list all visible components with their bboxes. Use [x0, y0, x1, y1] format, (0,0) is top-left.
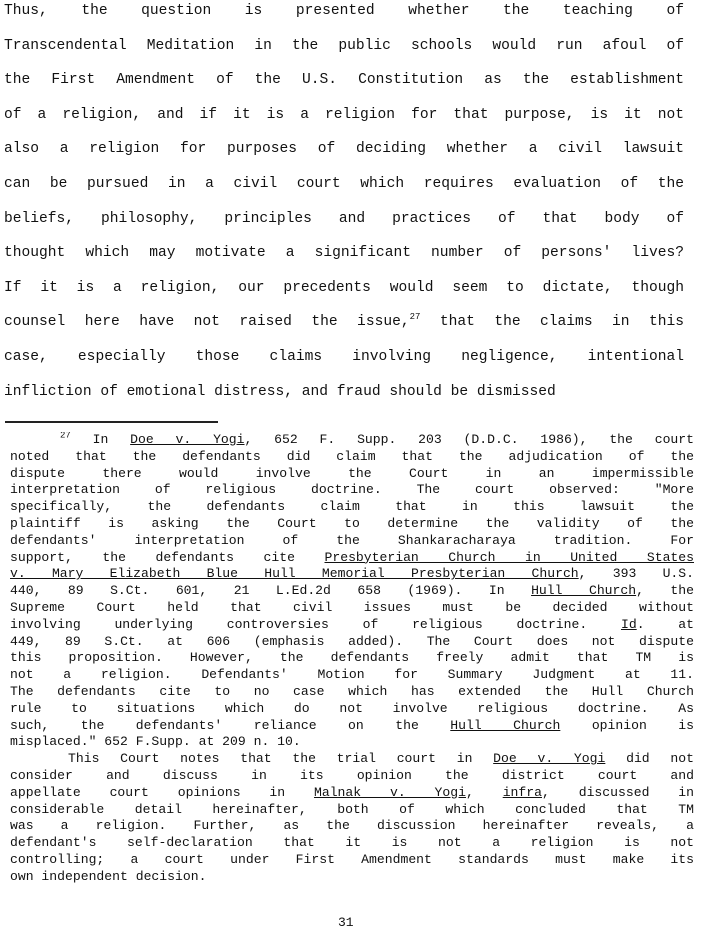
page-number: 31: [338, 915, 354, 930]
footnote-line: [10, 432, 694, 449]
case-citation: Malnak v. Yogi: [313, 784, 466, 800]
footnote-text: In: [70, 432, 131, 447]
case-citation: v. Mary Elizabeth Blue Hull Memorial Presbyterian Church: [10, 566, 579, 582]
case-citation: Hull Church: [531, 583, 637, 599]
footnote-text: support, the defendants cite: [10, 549, 325, 565]
body-line: also a religion for purposes of deciding whether a civil lawsuit: [4, 141, 684, 158]
footnote-line: [10, 566, 694, 583]
footnote-line: plaintiff is asking the Court to determine the validity of the: [10, 515, 694, 531]
footnote-line: The defendants cite to no case which has extended the Hull Church: [10, 683, 694, 699]
footnote-line: rule to situations which do not involve religious doctrine. As: [10, 700, 694, 716]
footnote-line: this proposition. However, the defendants freely admit that TM is: [10, 650, 694, 666]
body-line-text: counsel here have not raised the issue,: [4, 314, 410, 331]
body-line: Transcendental Meditation in the public schools would run afoul of: [4, 37, 684, 54]
footnote-line: [10, 550, 694, 567]
footnote-line: [10, 785, 694, 802]
footnote-line: Supreme Court held that civil issues must be decided without: [10, 599, 694, 615]
footnote-line: specifically, the defendants claim that in this lawsuit the: [10, 499, 694, 515]
footnote-line: 449, 89 S.Ct. at 606 (emphasis added). The Court does not dispute: [10, 633, 694, 649]
footnote-line: own independent decision.: [10, 868, 207, 884]
body-line: thought which may motivate a significant number of persons' lives?: [4, 245, 684, 262]
body-line: can be pursued in a civil court which requires evaluation of the: [4, 175, 684, 192]
footnote-line: defendants' interpretation of the Shankaracharaya tradition. For: [10, 532, 694, 548]
footnote-text: . at: [636, 616, 694, 632]
body-line: the First Amendment of the U.S. Constitution as the establishment: [4, 72, 684, 89]
footnote-text: such, the defendants' reliance on the: [10, 717, 451, 733]
footnote-marker: 27: [60, 432, 71, 441]
footnote-line: [10, 617, 694, 634]
footnote-text: , 652 F. Supp. 203 (D.D.C. 1986), the court: [244, 432, 694, 447]
footnote-line: [10, 751, 694, 768]
footnote-line: was a religion. Further, as the discussion hereinafter reveals, a: [10, 818, 694, 834]
footnote-line: noted that the defendants did claim that the adjudication of the: [10, 448, 694, 464]
footnote-text: 440, 89 S.Ct. 601, 21 L.Ed.2d 658 (1969). In: [10, 583, 532, 599]
footnote-text: This Court notes that the trial court in: [68, 751, 494, 767]
footnote-text: , discussed in: [542, 784, 694, 800]
body-paragraph: [4, 0, 684, 409]
footnote-divider: [5, 421, 218, 423]
footnote-text: , 393 U.S.: [578, 566, 694, 582]
body-line: [4, 305, 684, 340]
footnote-line: considerable detail hereinafter, both of which concluded that TM: [10, 801, 694, 817]
footnote-line: [10, 718, 694, 735]
footnote-text: did not: [605, 751, 694, 767]
case-citation: Doe v. Yogi: [130, 432, 245, 447]
footnote-line: interpretation of religious doctrine. The court observed: "More: [10, 482, 694, 498]
footnote-line: consider and discuss in its opinion the district court and: [10, 767, 694, 783]
footnote-text: ,: [465, 784, 503, 800]
body-line: of a religion, and if it is a religion for that purpose, is it not: [4, 106, 684, 123]
body-line-text: that the claims in this: [420, 314, 684, 331]
body-line: case, especially those claims involving negligence, intentional: [4, 348, 684, 365]
footnote-line: controlling; a court under First Amendment standards must make its: [10, 851, 694, 867]
case-citation: Hull Church: [450, 717, 561, 733]
case-citation: Id: [620, 616, 637, 632]
infra-reference: infra: [502, 784, 542, 800]
footnote-reference[interactable]: 27: [409, 312, 421, 323]
case-citation: Presbyterian Church in United States: [324, 549, 694, 565]
footnote-27: [10, 432, 694, 886]
footnote-text: involving underlying controversies of religious doctrine.: [10, 616, 621, 632]
footnote-line: defendant's self-declaration that it is not a religion is not: [10, 835, 694, 851]
footnote-line: not a religion. Defendants' Motion for Summary Judgment at 11.: [10, 667, 694, 683]
body-line: If it is a religion, our precedents would seem to dictate, though: [4, 279, 684, 296]
footnote-text: appellate court opinions in: [10, 784, 314, 800]
body-line: beliefs, philosophy, principles and practices of that body of: [4, 210, 684, 227]
footnote-text: , the: [636, 583, 694, 599]
footnote-line: [10, 583, 694, 600]
body-line: Thus, the question is presented whether the teaching of: [4, 3, 684, 19]
body-line: infliction of emotional distress, and fraud should be dismissed: [4, 383, 556, 400]
footnote-text: opinion is: [560, 717, 694, 733]
footnote-line: dispute there would involve the Court in an impermissible: [10, 465, 694, 481]
case-citation: Doe v. Yogi: [493, 751, 606, 767]
footnote-line: misplaced." 652 F.Supp. at 209 n. 10.: [10, 734, 301, 750]
